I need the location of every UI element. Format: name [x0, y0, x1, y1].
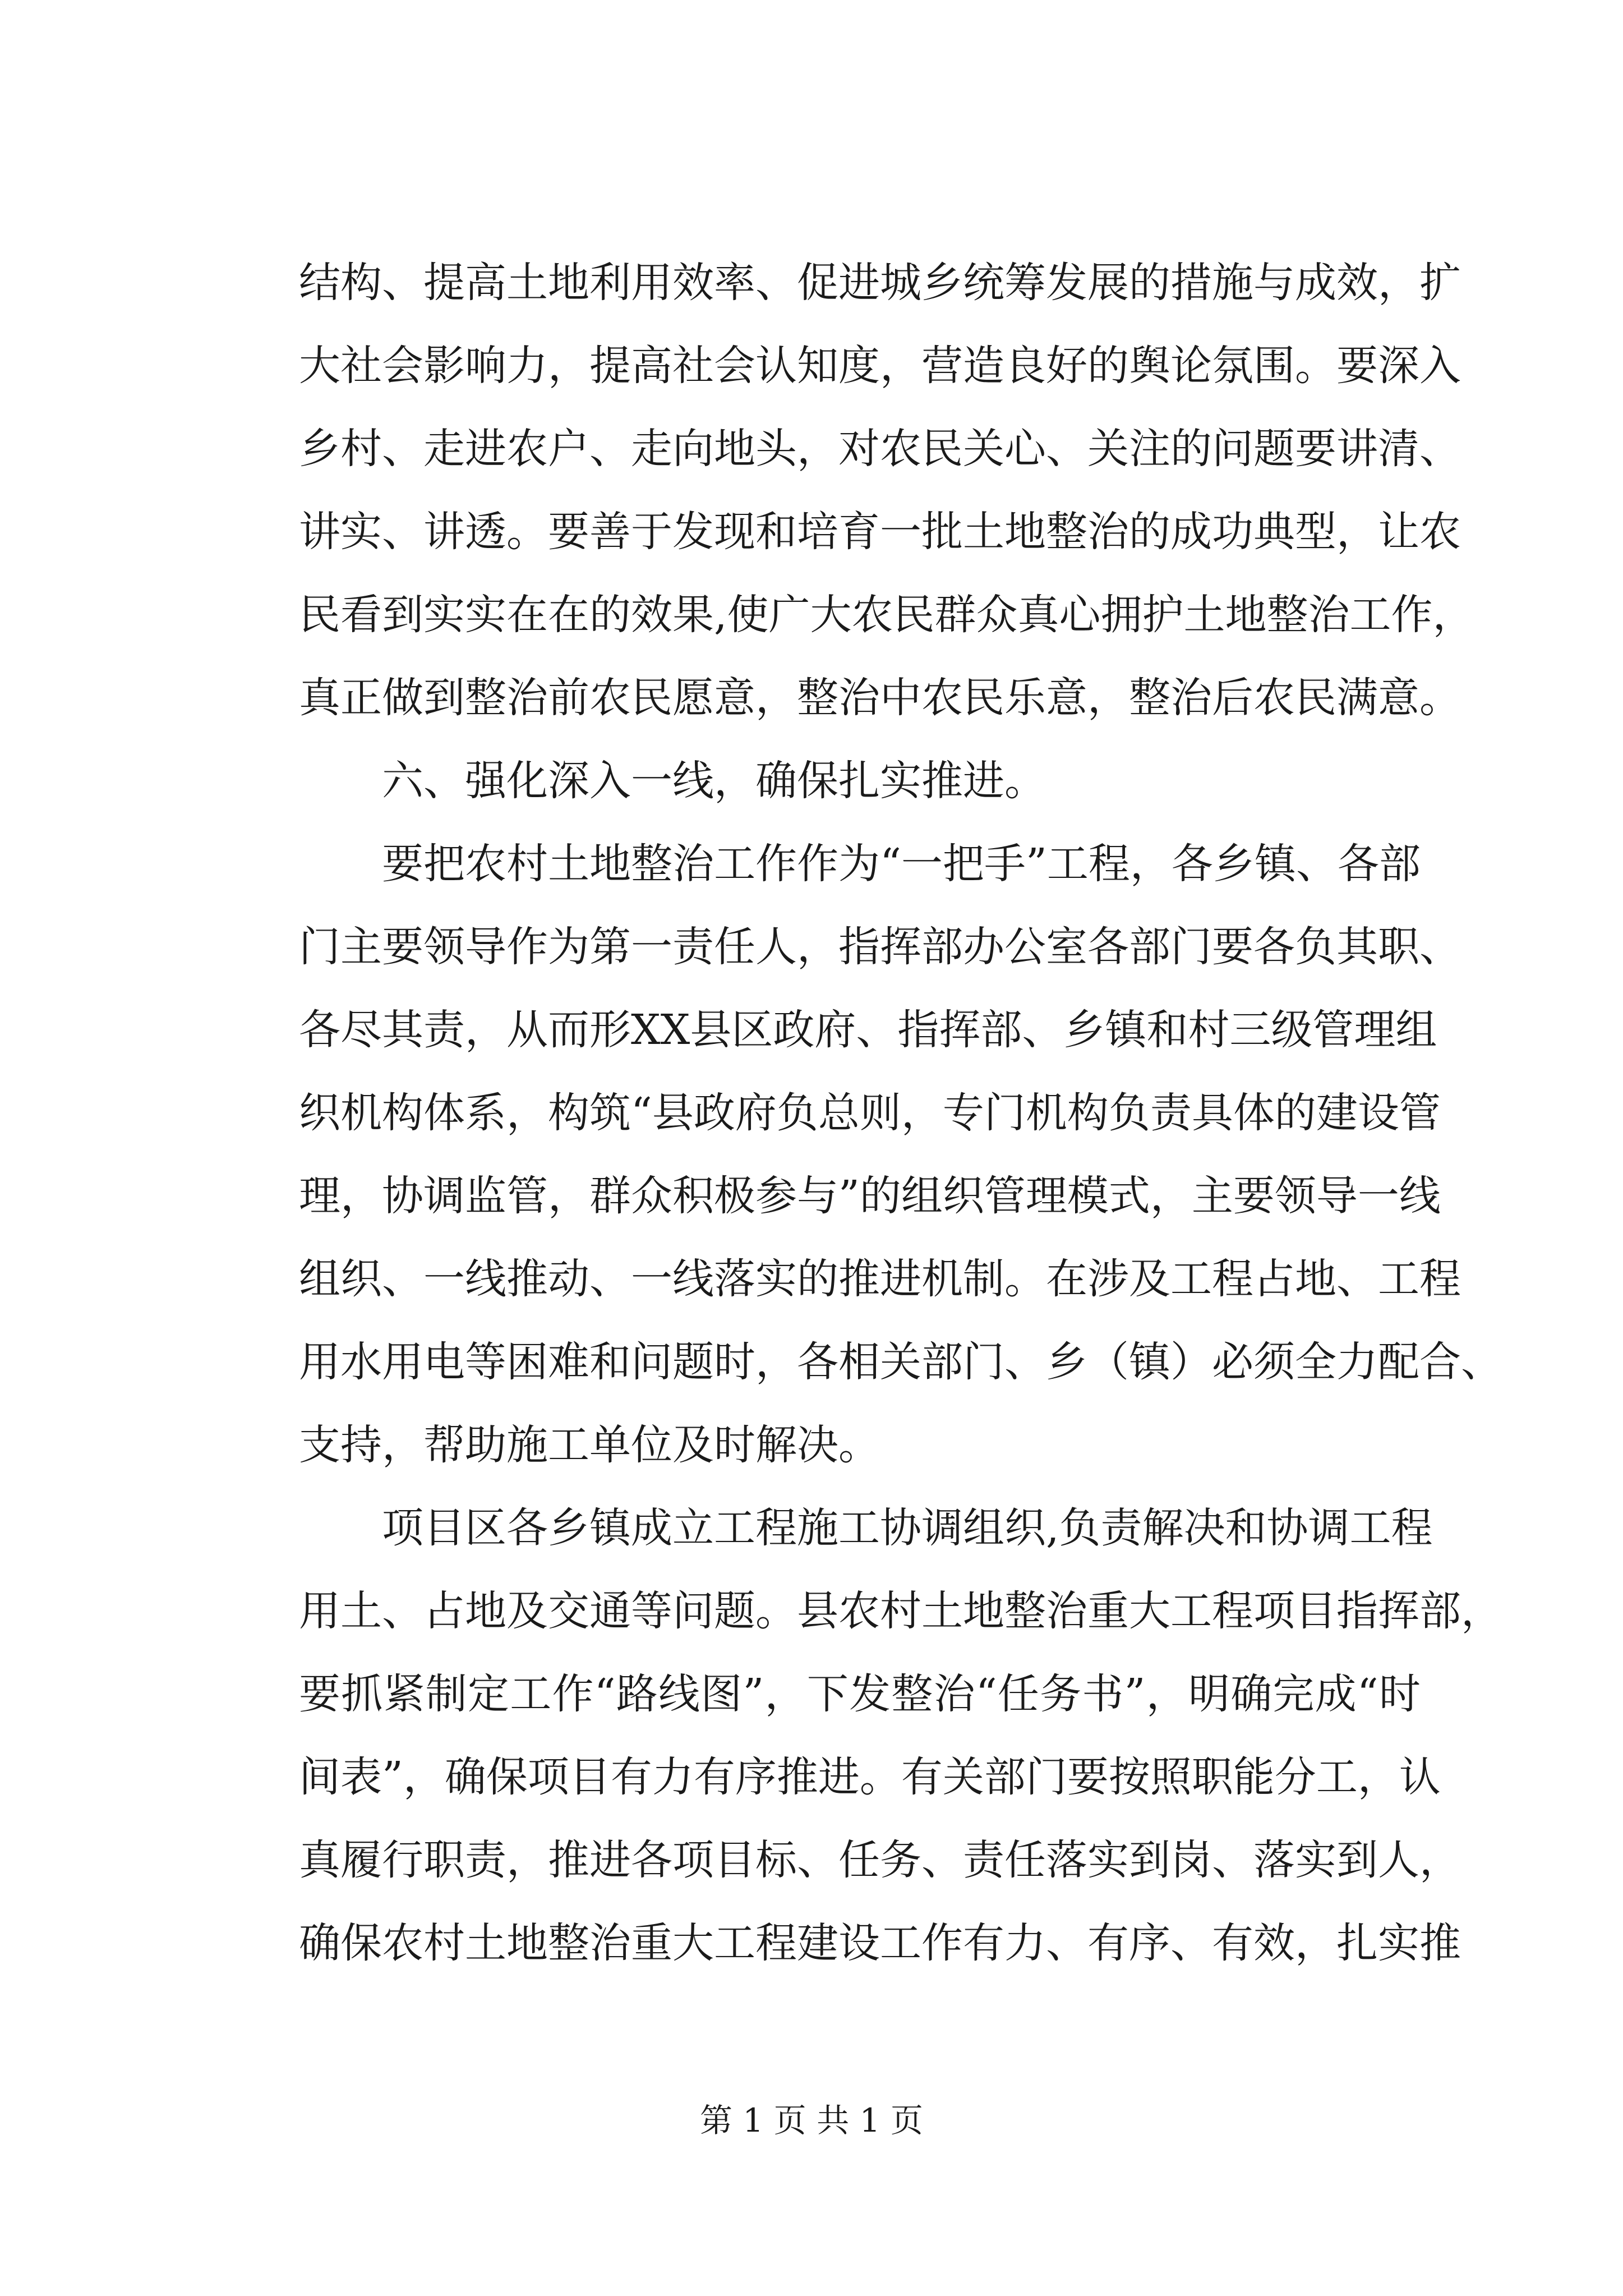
- text-line-1: 结构、提高土地利用效率、促进城乡统筹发展的措施与成效，扩: [299, 259, 1461, 307]
- text-line-18: 要抓紧制定工作“路线图”，下发整治“任务书”，明确完成“时: [299, 1670, 1421, 1718]
- section-heading: 六、强化深入一线，确保扎实推进。: [299, 757, 1046, 805]
- text-line-17: 用土、占地及交通等问题。县农村土地整治重大工程项目指挥部，: [299, 1587, 1502, 1635]
- text-line-11: 织机构体系，构筑“县政府负总则，专门机构负责具体的建设管: [299, 1089, 1441, 1137]
- text-line-5: 民看到实实在在的效果,使广大农民群众真心拥护土地整治工作，: [299, 591, 1474, 639]
- text-line-19: 间表”，确保项目有力有序推进。有关部门要按照职能分工，认: [299, 1753, 1441, 1801]
- text-line-20: 真履行职责，推进各项目标、任务、责任落实到岗、落实到人，: [299, 1836, 1461, 1884]
- text-line-8: 要把农村土地整治工作作为“一把手”工程，各乡镇、各部: [299, 840, 1421, 888]
- text-line-6: 真正做到整治前农民愿意，整治中农民乐意，整治后农民满意。: [299, 674, 1461, 722]
- text-line-14: 用水用电等困难和问题时，各相关部门、乡（镇）必须全力配合、: [299, 1338, 1502, 1386]
- page-footer: 第 1 页 共 1 页: [700, 2101, 923, 2139]
- text-line-13: 组织、一线推动、一线落实的推进机制。在涉及工程占地、工程: [299, 1255, 1461, 1303]
- text-line-4: 讲实、讲透。要善于发现和培育一批土地整治的成功典型，让农: [299, 508, 1461, 556]
- text-line-21: 确保农村土地整治重大工程建设工作有力、有序、有效，扎实推: [299, 1919, 1461, 1967]
- text-line-2: 大社会影响力，提高社会认知度，营造良好的舆论氛围。要深入: [299, 342, 1461, 390]
- text-line-16: 项目区各乡镇成立工程施工协调组织,负责解决和协调工程: [299, 1504, 1433, 1552]
- text-line-9: 门主要领导作为第一责任人，指挥部办公室各部门要各负其职、: [299, 923, 1461, 971]
- text-line-10: 各尽其责，从而形XX县区政府、指挥部、乡镇和村三级管理组: [299, 1006, 1437, 1054]
- text-line-12: 理，协调监管，群众积极参与”的组织管理模式，主要领导一线: [299, 1172, 1441, 1220]
- text-line-3: 乡村、走进农户、走向地头，对农民关心、关注的问题要讲清、: [299, 425, 1461, 473]
- text-line-15: 支持，帮助施工单位及时解决。: [299, 1421, 880, 1469]
